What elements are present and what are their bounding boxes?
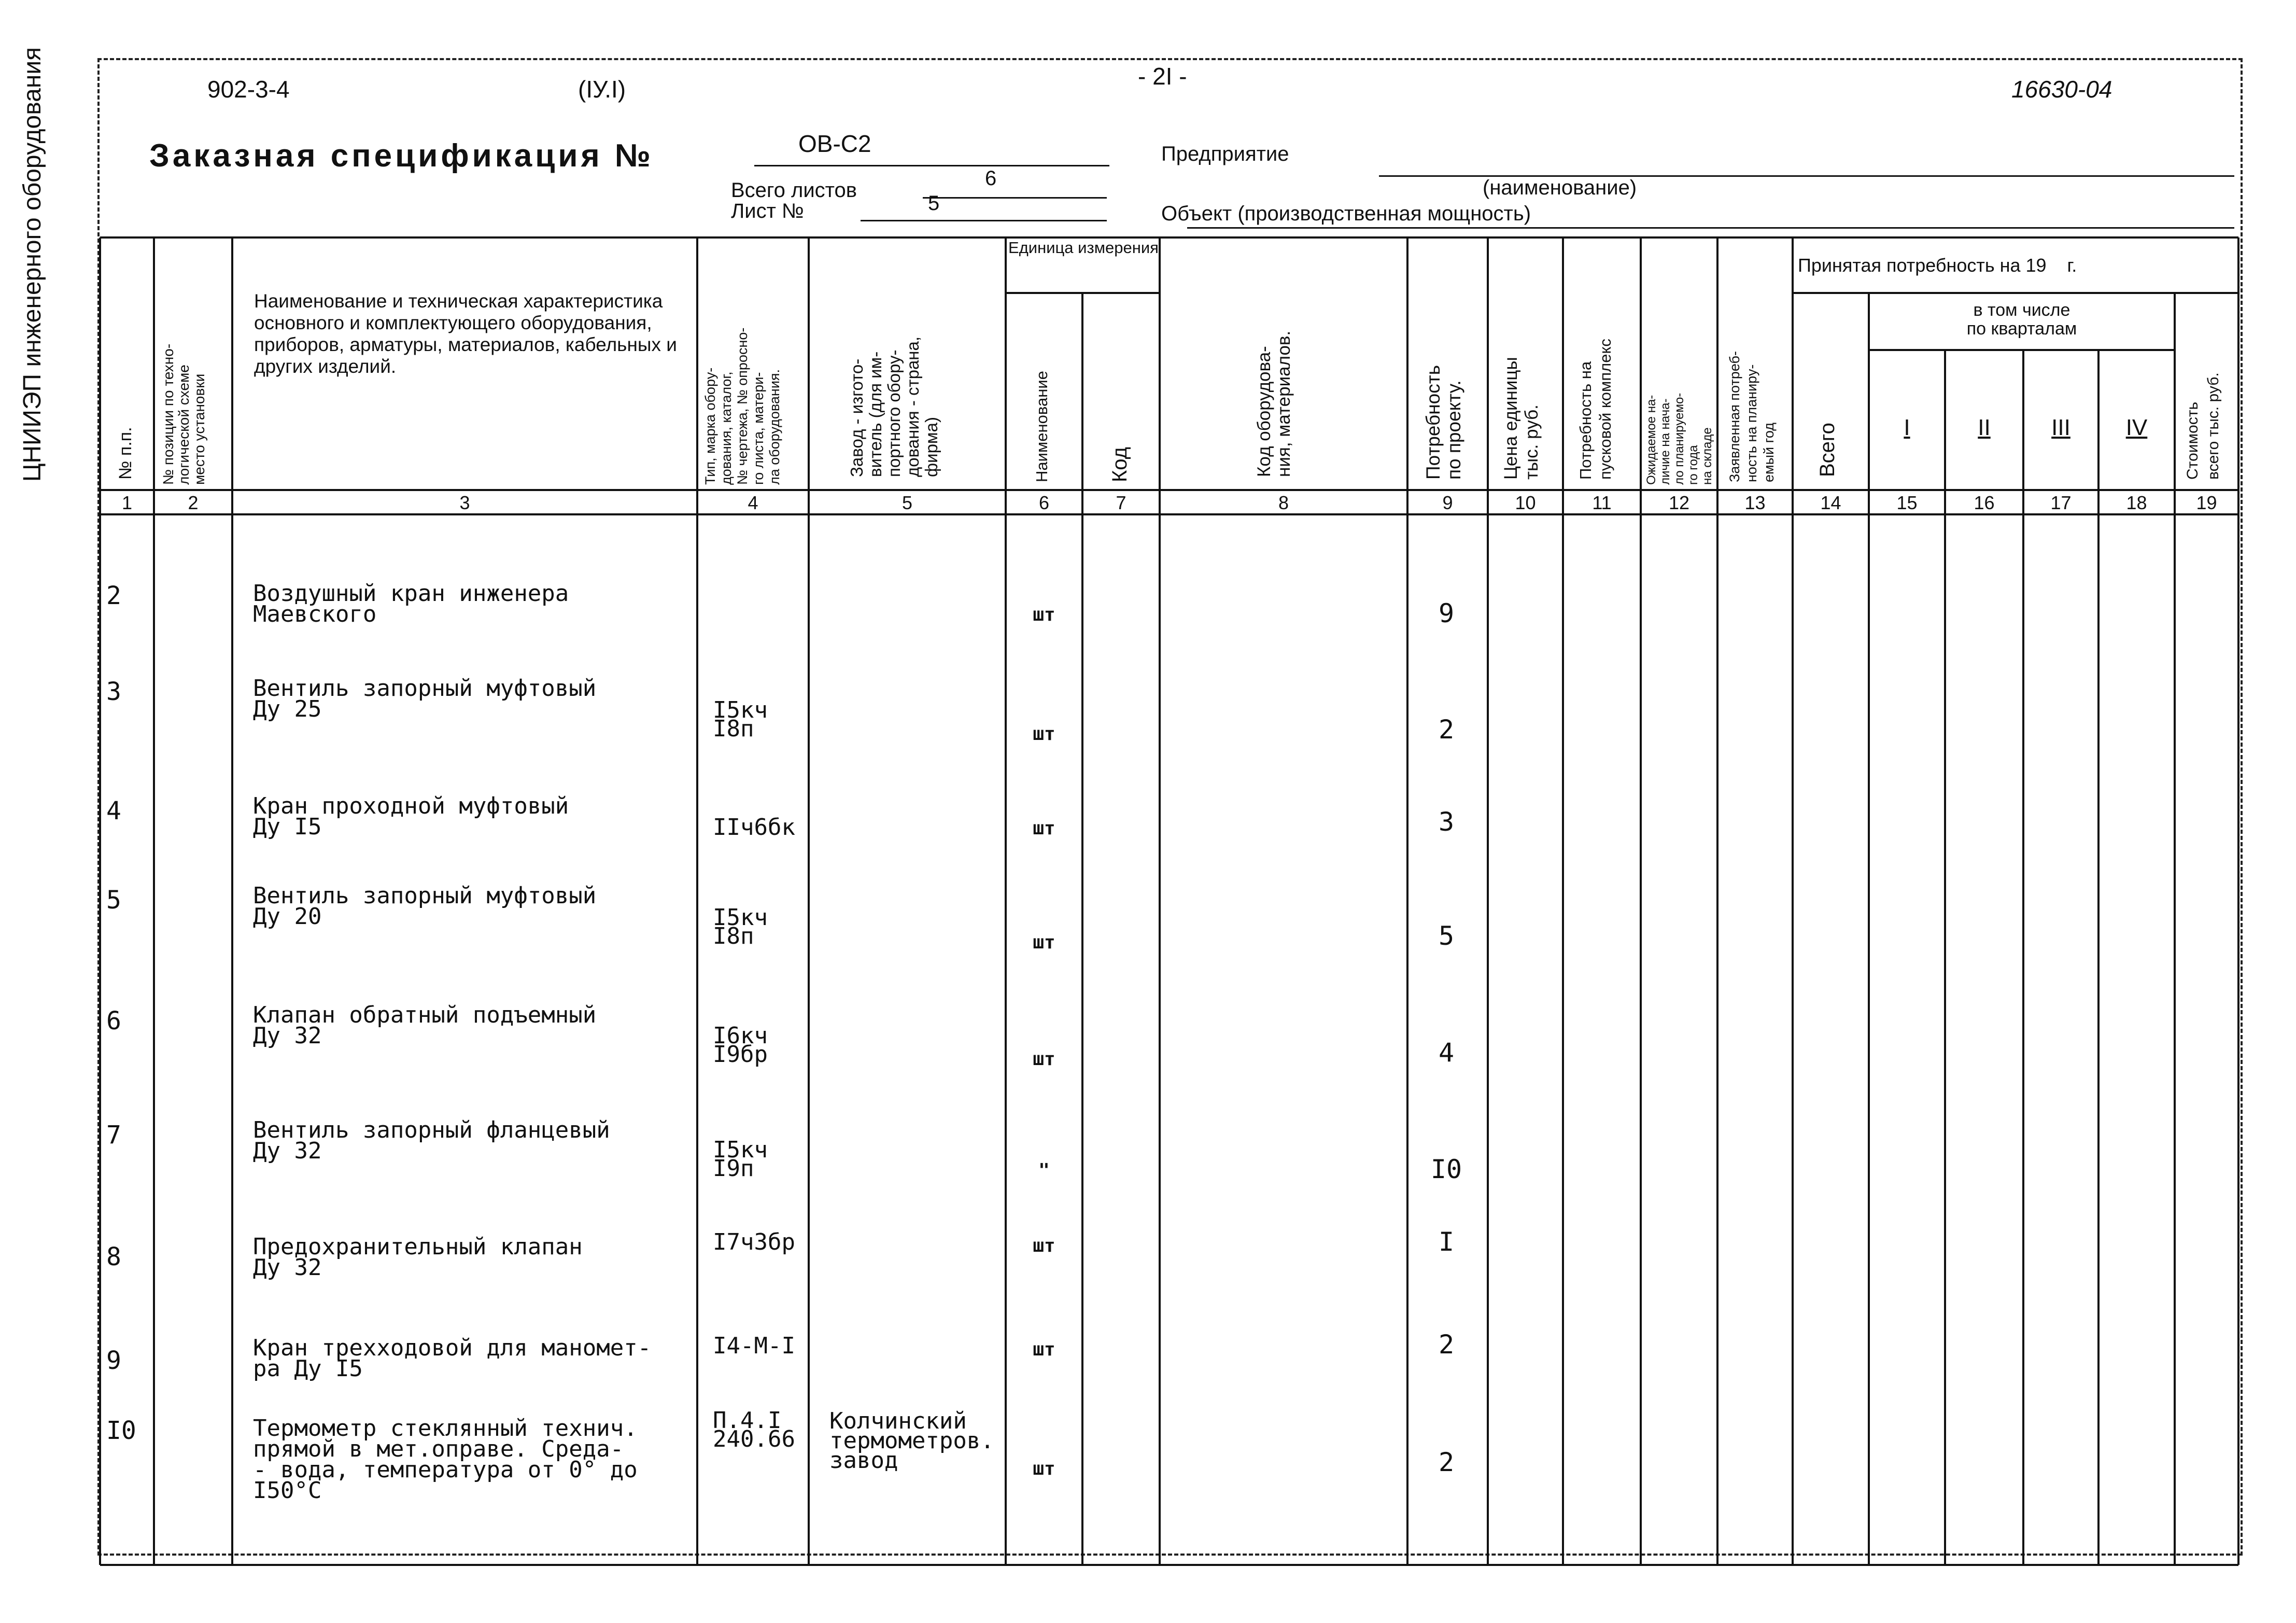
item-qty: 9 (1438, 598, 1455, 628)
row-number: 6 (106, 1006, 121, 1036)
col-number-5: 5 (902, 492, 913, 513)
sheet-label: Лист № (731, 200, 804, 222)
col-header-17: III (2051, 415, 2070, 440)
row-number: 7 (106, 1121, 121, 1150)
col-header-5: Завод - изгото- витель (для им- портного обору- дования - страна, фирма) (847, 336, 941, 477)
item-qty: I0 (1430, 1154, 1462, 1184)
row-number: 3 (106, 677, 121, 706)
item-type: IIч6бк (713, 814, 795, 841)
col-number-12: 12 (1668, 492, 1690, 513)
item-unit: шт (1033, 818, 1055, 839)
col-header-3: Наименование и техническая характеристика основного и комплектующего оборудования, приборов, арматуры, материалов, кабельных и других изделий. (254, 290, 677, 377)
col-number-7: 7 (1116, 492, 1126, 513)
item-unit: шт (1033, 1048, 1055, 1070)
col-number-9: 9 (1442, 492, 1453, 513)
item-qty: 4 (1438, 1038, 1455, 1068)
album-number: (IУ.I) (578, 76, 626, 103)
col-number-16: 16 (1974, 492, 1995, 513)
item-name: Кран проходной муфтовый Ду I5 (253, 793, 569, 840)
row-number: 4 (106, 796, 121, 826)
col-number-18: 18 (2126, 492, 2147, 513)
row-number: 9 (106, 1346, 121, 1375)
form-title: Заказная спецификация № (149, 138, 654, 174)
total-sheets-value: 6 (985, 167, 997, 190)
item-name: Клапан обратный подъемный Ду 32 (253, 1002, 597, 1049)
col-header-9: Потребность по проекту. (1422, 365, 1464, 480)
item-type: П.4.I 240.66 (713, 1407, 795, 1452)
object-label: Объект (производственная мощность) (1161, 202, 1531, 225)
item-unit: шт (1033, 1458, 1055, 1479)
enterprise-label: Предприятие (1161, 143, 1289, 165)
col-header-19: Стоимость всего тыс. руб. (2184, 372, 2222, 480)
col-header-11: Потребность на пусковой комплекс (1576, 339, 1614, 480)
item-name: Вентиль запорный муфтовый Ду 20 (253, 883, 597, 930)
total-sheets-label: Всего листов (731, 179, 857, 202)
item-unit: шт (1033, 1339, 1055, 1360)
row-number: 5 (106, 886, 121, 915)
col-number-1: 1 (121, 492, 133, 513)
item-type: I7ч3бр (713, 1229, 795, 1255)
document-number: 16630-04 (2011, 76, 2112, 103)
item-qty: 2 (1438, 1447, 1455, 1477)
row-number: 8 (106, 1242, 121, 1271)
row-number: I0 (106, 1416, 136, 1445)
naming-label: (наименование) (1483, 176, 1637, 199)
col-header-15: I (1904, 415, 1910, 440)
item-name: Предохранительный клапан Ду 32 (253, 1234, 583, 1281)
col-header-1: № п.п. (116, 427, 135, 480)
item-name: Вентиль запорный фланцевый Ду 32 (253, 1117, 610, 1164)
col-number-19: 19 (2196, 492, 2217, 513)
col-number-3: 3 (459, 492, 470, 513)
col-header-13: Заявленная потреб- ность на планиру- емый год (1727, 351, 1777, 482)
project-code: 902-3-4 (207, 76, 290, 103)
col-header-6: Наименование (1033, 371, 1051, 482)
quarters-header: в том числе по кварталам (1966, 300, 2077, 339)
col-number-13: 13 (1744, 492, 1766, 513)
col-header-4: Тип, марка обору- дования, каталог, № чертежа, № опросно- го листа, матери- ла оборудования. (702, 327, 782, 485)
col-header-14: Всего (1816, 423, 1839, 477)
item-type: I5кч I8п (713, 697, 768, 742)
item-type: I4-М-I (713, 1333, 795, 1359)
col-header-16: II (1978, 415, 1991, 440)
col-number-10: 10 (1515, 492, 1536, 513)
col-number-14: 14 (1820, 492, 1841, 513)
page-number: - 2I - (1138, 63, 1187, 90)
col-header-12: Ожидаемое на- личие на нача- ло планируемо- го года на складе (1644, 393, 1714, 485)
item-type: I6кч I9бр (713, 1023, 768, 1068)
item-qty: 2 (1438, 1330, 1455, 1360)
col-number-15: 15 (1896, 492, 1918, 513)
item-unit: шт (1033, 723, 1055, 745)
item-unit: шт (1033, 1235, 1055, 1256)
item-unit: шт (1033, 604, 1055, 625)
item-unit: " (1038, 1160, 1050, 1181)
row-number: 2 (106, 581, 121, 610)
col-header-18: IV (2125, 415, 2148, 440)
item-name: Вентиль запорный муфтовый Ду 25 (253, 675, 597, 722)
item-type: I5кч I8п (713, 904, 768, 949)
accepted-header: Принятая потребность на 19 г. (1798, 255, 2077, 276)
item-qty: 3 (1438, 807, 1455, 837)
spec-number: ОВ-С2 (798, 130, 871, 157)
item-qty: I (1438, 1227, 1455, 1257)
col-header-10: Цена единицы тыс. руб. (1501, 357, 1542, 480)
col-number-17: 17 (2050, 492, 2072, 513)
col-number-6: 6 (1038, 492, 1050, 513)
col-number-11: 11 (1592, 492, 1612, 513)
sheet-value: 5 (928, 192, 940, 215)
organization-label: ЦНИИЭП инженерного оборудования (19, 47, 46, 482)
col-number-8: 8 (1278, 492, 1289, 513)
col-number-4: 4 (748, 492, 758, 513)
item-name: Кран трехходовой для маномет- ра Ду I5 (253, 1335, 652, 1382)
col-number-2: 2 (188, 492, 199, 513)
col-header-2: № позиции по техно- логической схеме место установки (160, 343, 207, 485)
item-name: Воздушный кран инженера Маевского (253, 580, 569, 627)
col-header-6-group: Единица измерения (1008, 239, 1159, 257)
col-header-8: Код оборудова- ния, материалов. (1254, 330, 1294, 477)
item-qty: 2 (1438, 715, 1455, 745)
item-qty: 5 (1438, 921, 1455, 951)
item-unit: шт (1033, 932, 1055, 953)
item-type: I5кч I9п (713, 1137, 768, 1182)
item-factory: Колчинский термометров. завод (829, 1408, 994, 1474)
item-name: Термометр стеклянный технич. прямой в мет.оправе. Среда- - вода, температура от 0° до I50°С (253, 1415, 638, 1504)
col-header-7: Код (1108, 446, 1131, 482)
